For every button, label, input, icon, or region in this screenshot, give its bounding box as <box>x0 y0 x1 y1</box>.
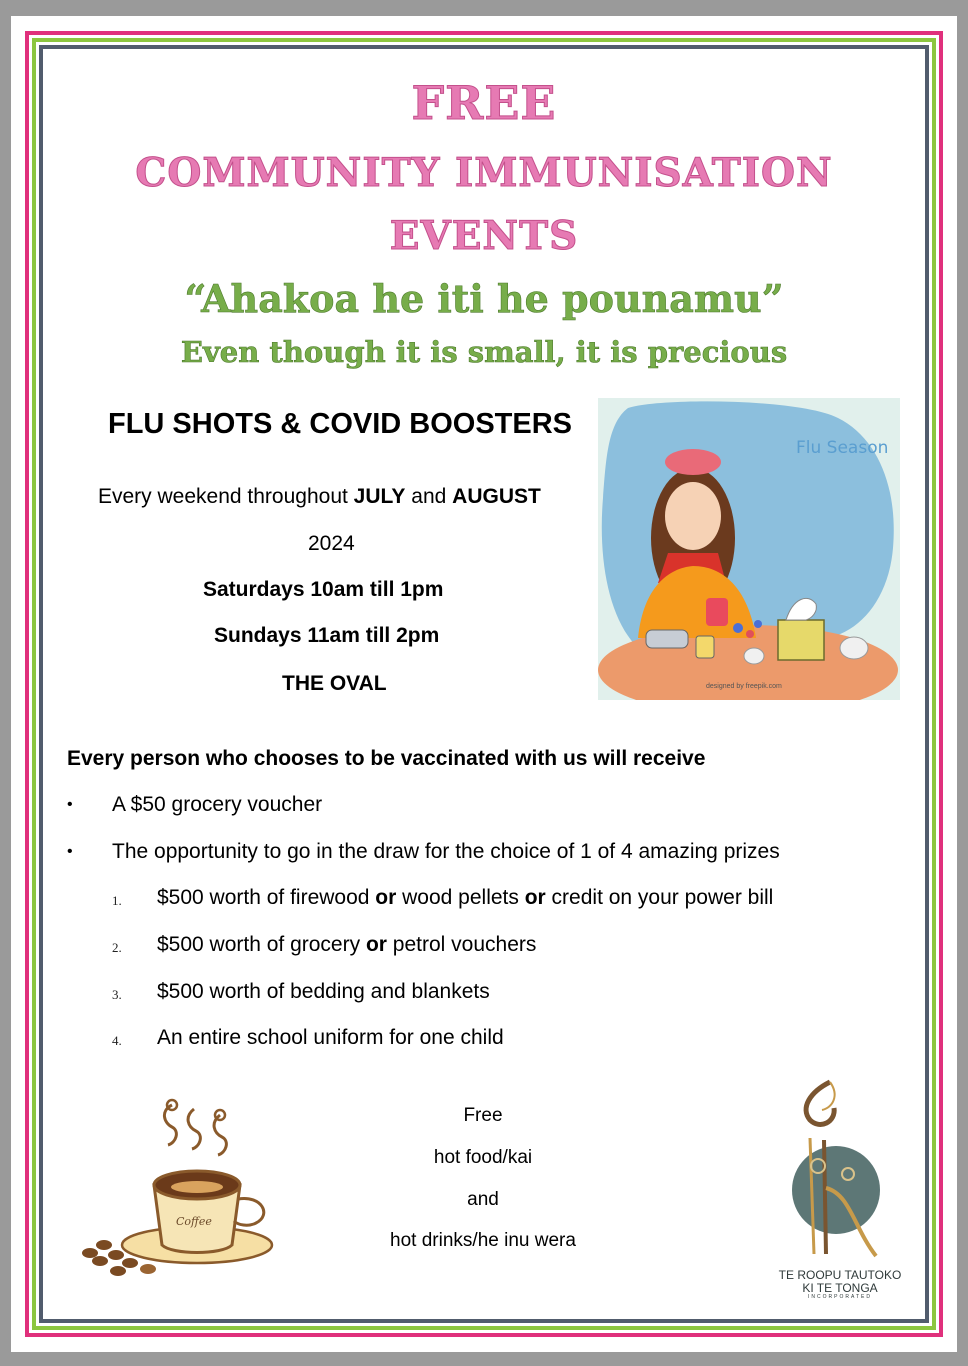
bullet-dot: • <box>67 843 73 860</box>
food-line-free: Free <box>463 1105 503 1126</box>
prize-1-part-c: credit on your power bill <box>545 886 774 909</box>
heading-free: FREE <box>411 76 557 130</box>
food-line-hot-food: hot food/kai <box>433 1147 533 1168</box>
when-prefix: Every weekend throughout <box>98 485 354 508</box>
food-line-hot-drinks: hot drinks/he inu wera <box>390 1230 576 1251</box>
bullet-dot: • <box>67 796 73 813</box>
org-name-line3: INCORPORATED <box>808 1294 872 1300</box>
event-venue: THE OVAL <box>282 672 387 695</box>
organisation-logo <box>770 1078 910 1268</box>
prize-number: 1. <box>112 893 122 908</box>
prize-2-part-b: petrol vouchers <box>386 933 537 956</box>
event-sundays: Sundays 11am till 2pm <box>214 624 440 647</box>
prize-2 <box>157 933 536 957</box>
heading-events: EVENTS <box>389 213 579 259</box>
prize-1-or: or <box>375 886 397 909</box>
freepik-credit: designed by freepik.com <box>706 683 782 690</box>
flu-season-caption: Flu Season <box>796 438 889 458</box>
prize-number: 4. <box>112 1033 122 1048</box>
prize-1-or: or <box>524 886 546 909</box>
prize-4: An entire school uniform for one child <box>157 1026 504 1049</box>
food-line-and: and <box>467 1189 499 1210</box>
event-title: FLU SHOTS & COVID BOOSTERS <box>108 408 573 440</box>
prize-1-part-a: $500 worth of firewood <box>157 886 376 909</box>
prize-1 <box>157 886 773 910</box>
offer-bullet-draw: The opportunity to go in the draw for the choice of 1 of 4 amazing prizes <box>112 840 780 863</box>
prize-number: 3. <box>112 987 122 1002</box>
proverb-english: Even though it is small, it is precious <box>180 335 788 369</box>
month-july: JULY <box>353 485 406 508</box>
event-when <box>98 485 541 509</box>
offer-intro: Every person who chooses to be vaccinated with us will receive <box>67 747 706 770</box>
cup-label: Coffee <box>176 1215 212 1228</box>
flu-season-illustration <box>598 398 900 700</box>
prize-3: $500 worth of bedding and blankets <box>157 980 490 1003</box>
heading-community-immunisation: COMMUNITY IMMUNISATION <box>135 150 833 196</box>
coffee-cup-icon <box>72 1095 282 1285</box>
when-and: and <box>405 485 453 508</box>
prize-number: 2. <box>112 940 122 955</box>
offer-bullet-voucher: A $50 grocery voucher <box>112 793 323 816</box>
event-saturdays: Saturdays 10am till 1pm <box>203 578 444 601</box>
prize-1-part-b: wood pellets <box>396 886 525 909</box>
proverb-maori: “Ahakoa he iti he pounamu” <box>184 276 784 321</box>
month-august: AUGUST <box>452 485 541 508</box>
event-year: 2024 <box>308 532 355 555</box>
prize-2-or: or <box>365 933 387 956</box>
org-name-line1: TE ROOPU TAUTOKO <box>778 1268 902 1282</box>
org-name-line2: KI TE TONGA <box>802 1281 878 1295</box>
prize-2-part-a: $500 worth of grocery <box>157 933 366 956</box>
